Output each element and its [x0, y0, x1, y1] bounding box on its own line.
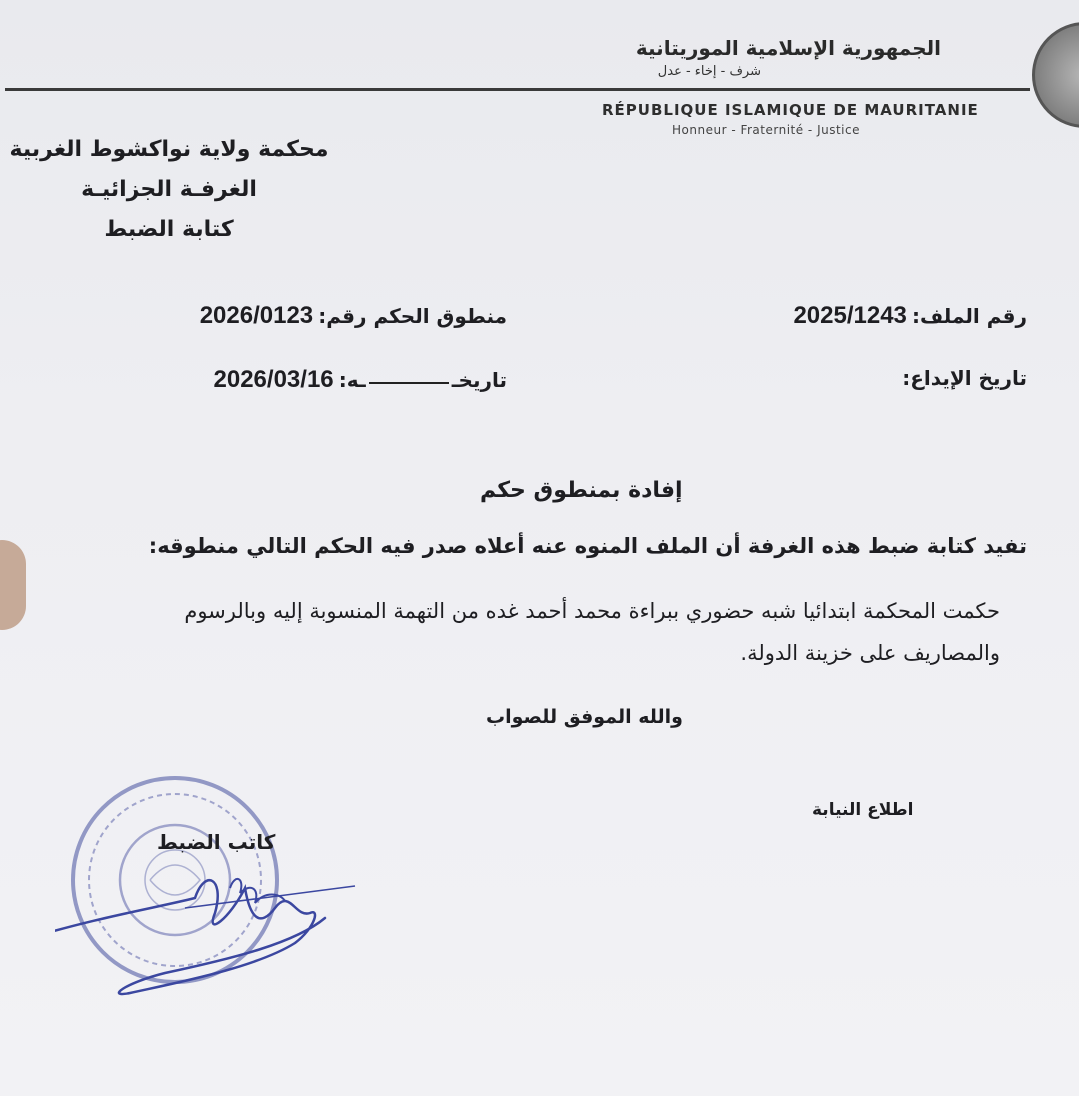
file-number-label: رقم الملف: [911, 304, 1027, 328]
file-number-value: 2025/1243 [793, 302, 907, 329]
republic-name-arabic: الجمهورية الإسلامية الموريتانية [635, 36, 941, 60]
intro-text: تفيد كتابة ضبط هذه الغرفة أن الملف المنوه عنه أعلاه صدر فيه الحكم التالي منطوقه: [148, 534, 1027, 558]
court-block [9, 130, 329, 250]
deposit-date-line [902, 366, 1027, 390]
court-office: كتابة الضبط [104, 217, 234, 242]
date-label-suffix: ـه: [338, 368, 366, 392]
date-value: 2026/03/16 [213, 366, 334, 393]
document-title: إفادة بمنطوق حكم [480, 478, 683, 503]
court-chamber: الغرفـة الجزائيـة [81, 177, 257, 202]
ruling-number-line [200, 302, 507, 330]
closing-phrase: والله الموفق للصواب [486, 706, 683, 728]
prosecution-notice: اطلاع النيابة [812, 800, 914, 820]
clerk-signature-icon [55, 768, 395, 1008]
motto-arabic: شرف - إخاء - عدل [657, 64, 761, 79]
thumb-overlay [0, 540, 26, 630]
motto-french: Honneur - Fraternité - Justice [672, 123, 860, 137]
header-divider [5, 88, 1030, 91]
ruling-text: حكمت المحكمة ابتدائيا شبه حضوري ببراءة محمد أحمد غده من التهمة المنسوبة إليه وبالرسوم والمصاريف على خزينة الدولة. [184, 599, 1000, 665]
date-line [214, 366, 507, 394]
national-emblem-icon [1032, 22, 1079, 128]
court-name: محكمة ولاية نواكشوط الغربية [9, 137, 329, 162]
date-label: تاريخـ [451, 368, 507, 392]
clerk-title: كاتب الضبط [157, 830, 276, 854]
republic-name-french: RÉPUBLIQUE ISLAMIQUE DE MAURITANIE [602, 101, 979, 119]
ruling-number-label: منطوق الحكم رقم: [318, 304, 507, 328]
file-number-line [793, 302, 1027, 330]
ruling-number-value: 2026/0123 [199, 302, 314, 329]
deposit-date-label: تاريخ الإيداع: [902, 366, 1027, 390]
date-dashes [369, 382, 449, 384]
